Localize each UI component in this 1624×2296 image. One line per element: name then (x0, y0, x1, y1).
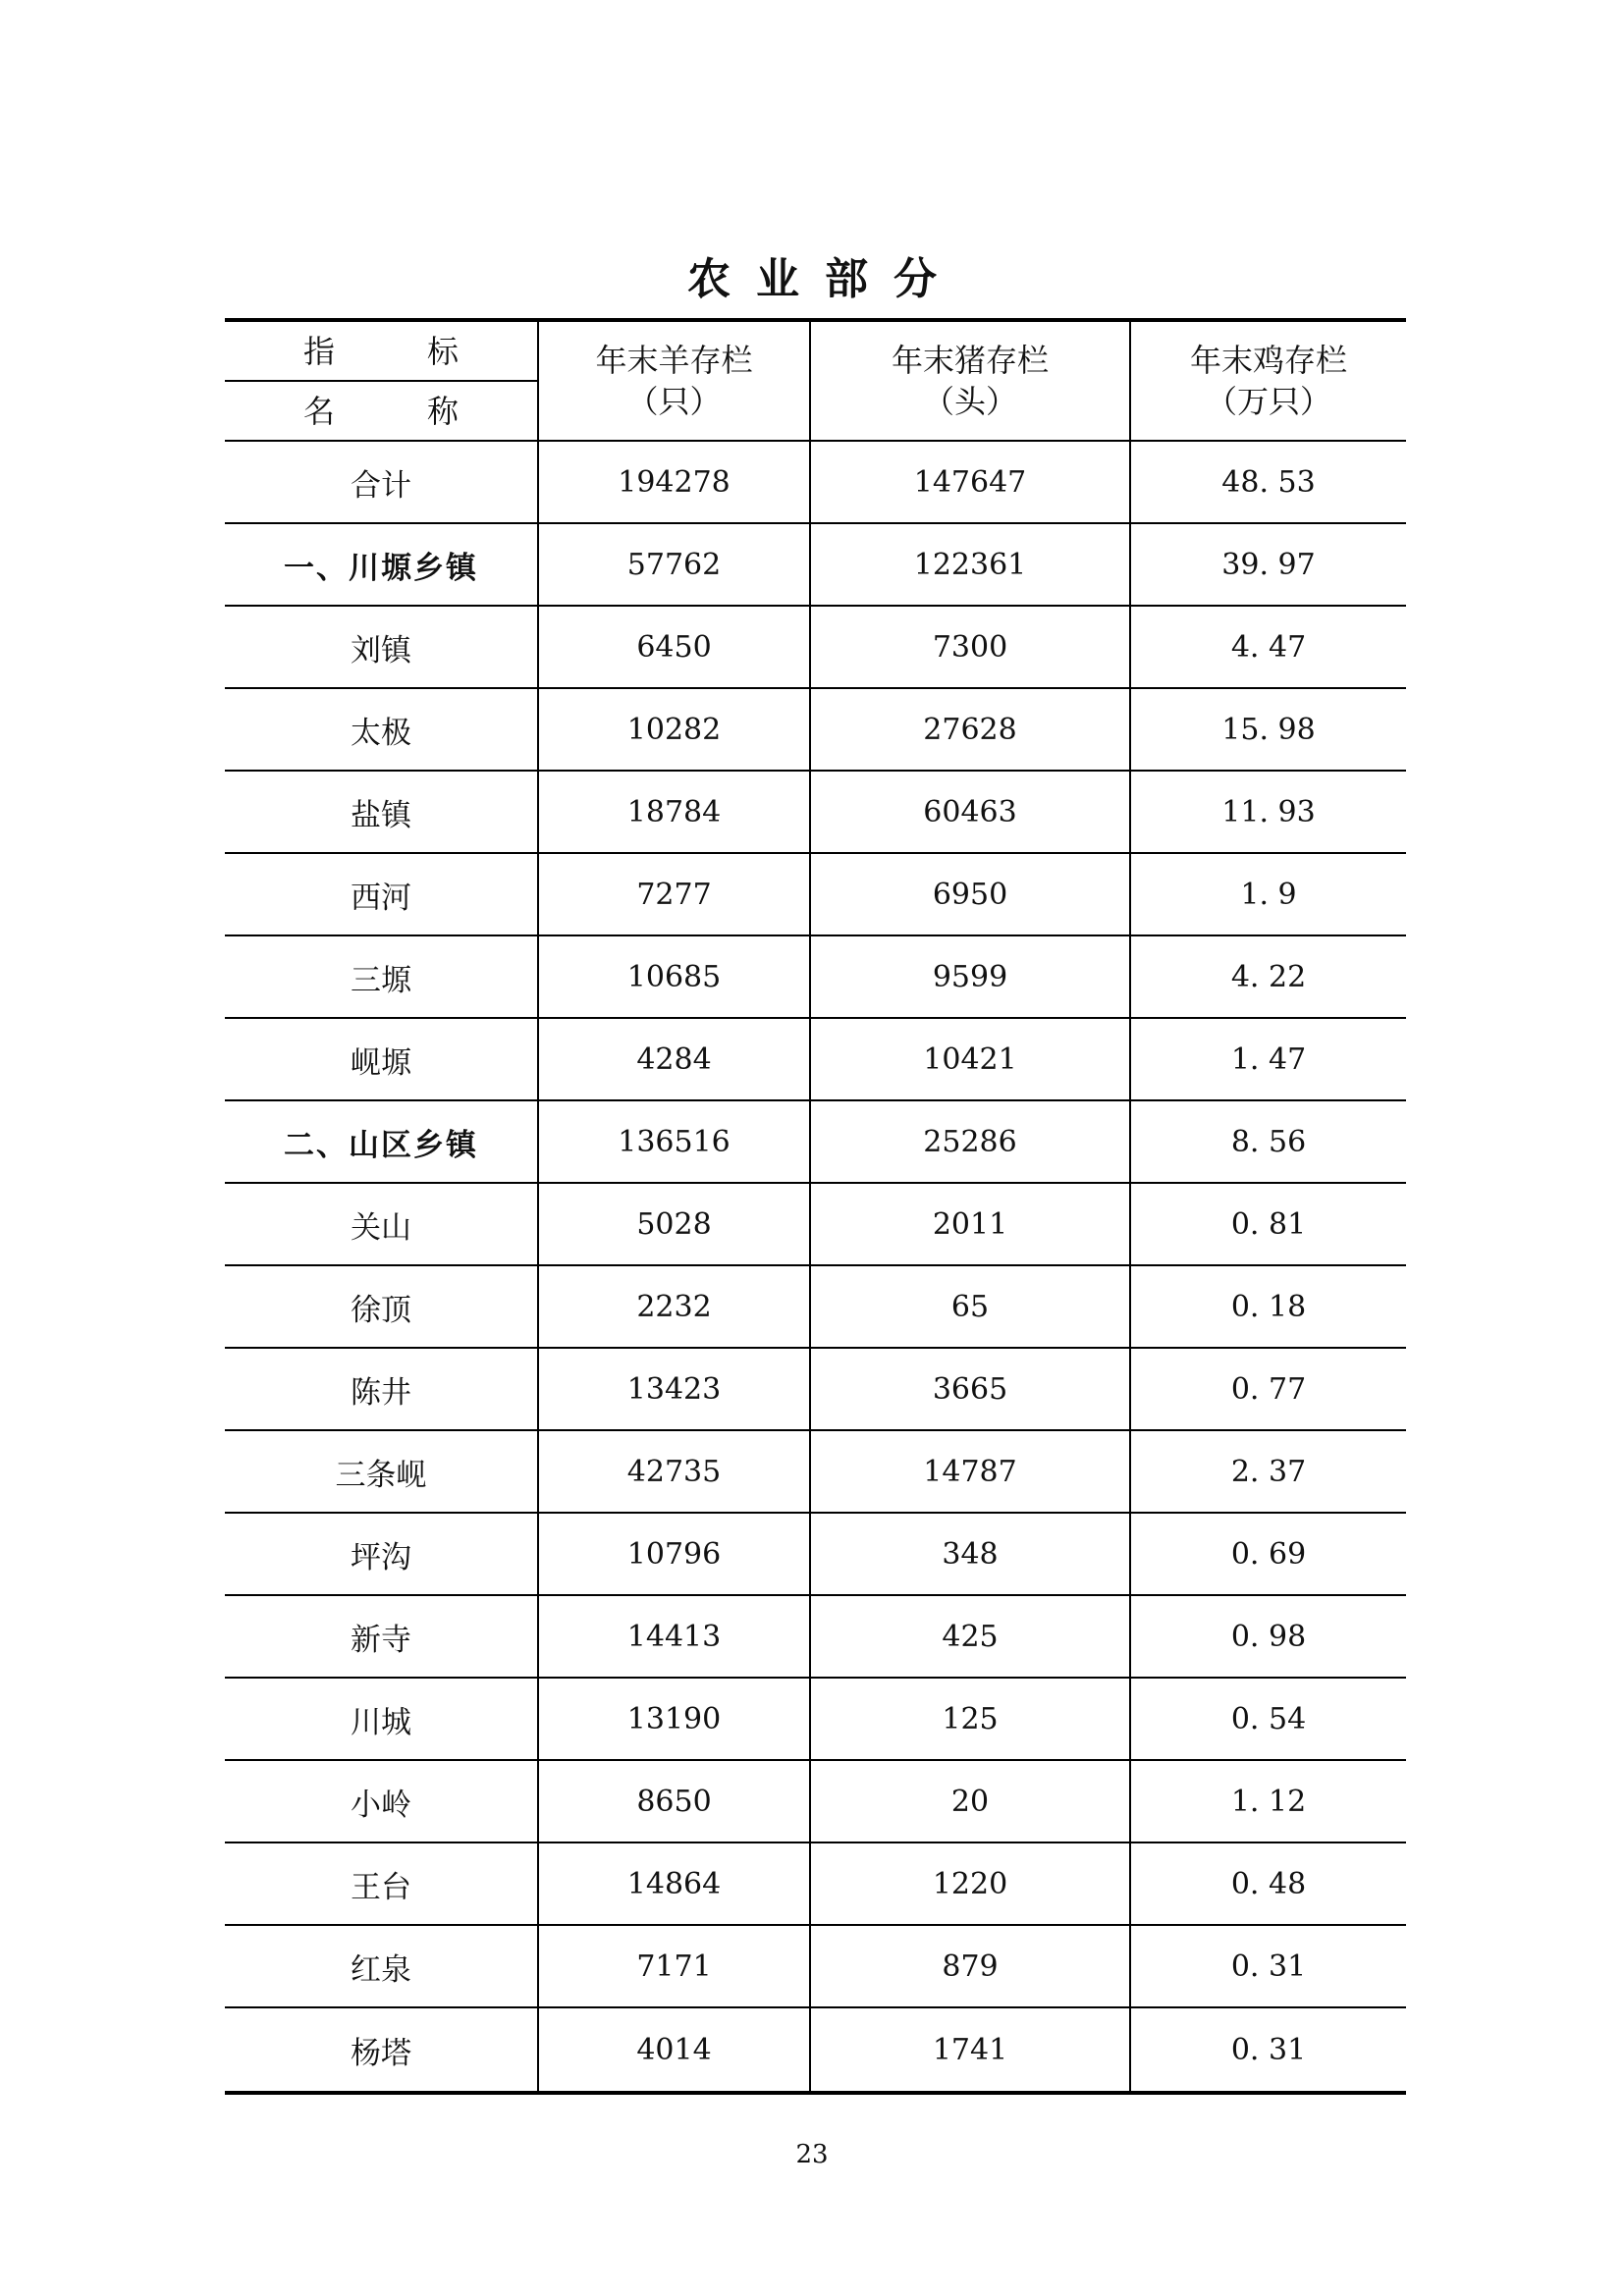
pig-value: 6950 (810, 853, 1130, 935)
pig-value: 9599 (810, 935, 1130, 1018)
pig-value: 20 (810, 1760, 1130, 1842)
sheep-value: 6450 (538, 606, 810, 688)
chicken-value: 11. 93 (1130, 771, 1406, 853)
table-row (225, 1595, 1406, 1678)
sheep-value: 7277 (538, 853, 810, 935)
table-row (225, 606, 1406, 688)
row-name: 杨塔 (225, 2007, 538, 2093)
sheep-value: 10685 (538, 935, 810, 1018)
pig-value: 2011 (810, 1183, 1130, 1265)
pig-value: 879 (810, 1925, 1130, 2007)
row-name: 王台 (225, 1842, 538, 1925)
chicken-value: 4. 47 (1130, 606, 1406, 688)
row-name: 新寺 (225, 1595, 538, 1678)
chicken-header-line2: （万只） (1205, 383, 1331, 420)
sheep-value: 194278 (538, 441, 810, 523)
indicator-label-1: 指 (303, 332, 336, 370)
table-row (225, 1430, 1406, 1513)
table-row (225, 1183, 1406, 1265)
pig-value: 7300 (810, 606, 1130, 688)
row-name: 合计 (225, 441, 538, 523)
table-row (225, 2007, 1406, 2093)
row-name: 一、川塬乡镇 (225, 523, 538, 606)
name-label-2: 称 (426, 392, 459, 430)
table-row (225, 1018, 1406, 1100)
pig-value: 1220 (810, 1842, 1130, 1925)
chicken-value: 1. 9 (1130, 853, 1406, 935)
sheep-value: 5028 (538, 1183, 810, 1265)
pig-value: 125 (810, 1678, 1130, 1760)
pig-value: 10421 (810, 1018, 1130, 1100)
chicken-value: 4. 22 (1130, 935, 1406, 1018)
pig-header-line2: （头） (922, 383, 1017, 420)
table-row (225, 853, 1406, 935)
chicken-value: 0. 81 (1130, 1183, 1406, 1265)
pig-value: 3665 (810, 1348, 1130, 1430)
row-name: 关山 (225, 1183, 538, 1265)
table-row (225, 1678, 1406, 1760)
table-row (225, 1760, 1406, 1842)
chicken-value: 2. 37 (1130, 1430, 1406, 1513)
table-row (225, 523, 1406, 606)
table-row (225, 1100, 1406, 1183)
table-row (225, 688, 1406, 771)
chicken-value: 0. 77 (1130, 1348, 1406, 1430)
sheep-header-line1: 年末羊存栏 (595, 342, 753, 379)
pig-value: 147647 (810, 441, 1130, 523)
row-name: 西河 (225, 853, 538, 935)
sheep-value: 13423 (538, 1348, 810, 1430)
table-row (225, 441, 1406, 523)
sheep-value: 14864 (538, 1842, 810, 1925)
livestock-table (225, 318, 1406, 2095)
pig-value: 60463 (810, 771, 1130, 853)
row-name: 三条岘 (225, 1430, 538, 1513)
chicken-value: 0. 18 (1130, 1265, 1406, 1348)
table-row (225, 1842, 1406, 1925)
sheep-value: 18784 (538, 771, 810, 853)
page-number: 23 (795, 2140, 829, 2169)
sheep-header (538, 320, 810, 441)
page-title: 农业部分 (687, 254, 962, 304)
chicken-header-line1: 年末鸡存栏 (1189, 342, 1347, 379)
row-name: 红泉 (225, 1925, 538, 2007)
sheep-header-line2: （只） (626, 383, 722, 420)
table-row (225, 1265, 1406, 1348)
indicator-label-2: 标 (426, 332, 459, 370)
row-name: 陈井 (225, 1348, 538, 1430)
sheep-value: 10282 (538, 688, 810, 771)
sheep-value: 42735 (538, 1430, 810, 1513)
row-name: 坪沟 (225, 1513, 538, 1595)
chicken-value: 48. 53 (1130, 441, 1406, 523)
pig-header (810, 320, 1130, 441)
chicken-value: 0. 69 (1130, 1513, 1406, 1595)
chicken-value: 1. 47 (1130, 1018, 1406, 1100)
sheep-value: 4284 (538, 1018, 810, 1100)
pig-header-line1: 年末猪存栏 (891, 342, 1049, 379)
sheep-value: 10796 (538, 1513, 810, 1595)
pig-value: 1741 (810, 2007, 1130, 2093)
row-name: 盐镇 (225, 771, 538, 853)
sheep-value: 7171 (538, 1925, 810, 2007)
sheep-value: 57762 (538, 523, 810, 606)
pig-value: 65 (810, 1265, 1130, 1348)
row-name: 岘塬 (225, 1018, 538, 1100)
sheep-value: 4014 (538, 2007, 810, 2093)
sheep-value: 13190 (538, 1678, 810, 1760)
sheep-value: 14413 (538, 1595, 810, 1678)
table-row (225, 1925, 1406, 2007)
chicken-value: 8. 56 (1130, 1100, 1406, 1183)
chicken-value: 39. 97 (1130, 523, 1406, 606)
pig-value: 25286 (810, 1100, 1130, 1183)
table-row (225, 1513, 1406, 1595)
indicator-header (225, 320, 538, 441)
sheep-value: 8650 (538, 1760, 810, 1842)
table-row (225, 771, 1406, 853)
row-name: 徐顶 (225, 1265, 538, 1348)
row-name: 太极 (225, 688, 538, 771)
chicken-value: 0. 31 (1230, 2032, 1307, 2067)
pig-value: 14787 (810, 1430, 1130, 1513)
chicken-value: 0. 54 (1130, 1678, 1406, 1760)
pig-value: 425 (810, 1595, 1130, 1678)
row-name: 二、山区乡镇 (225, 1100, 538, 1183)
chicken-value: 15. 98 (1130, 688, 1406, 771)
sheep-value: 136516 (538, 1100, 810, 1183)
chicken-value: 0. 98 (1130, 1595, 1406, 1678)
name-label-1: 名 (303, 392, 336, 430)
pig-value: 348 (810, 1513, 1130, 1595)
chicken-value: 1. 12 (1130, 1760, 1406, 1842)
table-header-row (225, 320, 1406, 441)
sheep-value: 2232 (538, 1265, 810, 1348)
row-name: 小岭 (225, 1760, 538, 1842)
pig-value: 27628 (810, 688, 1130, 771)
chicken-value: 0. 48 (1130, 1842, 1406, 1925)
row-name: 三塬 (225, 935, 538, 1018)
table-row (225, 1348, 1406, 1430)
row-name: 刘镇 (225, 606, 538, 688)
chicken-header (1130, 320, 1406, 441)
pig-value: 122361 (810, 523, 1130, 606)
row-name: 川城 (225, 1678, 538, 1760)
table-row (225, 935, 1406, 1018)
chicken-value: 0. 31 (1130, 1925, 1406, 2007)
